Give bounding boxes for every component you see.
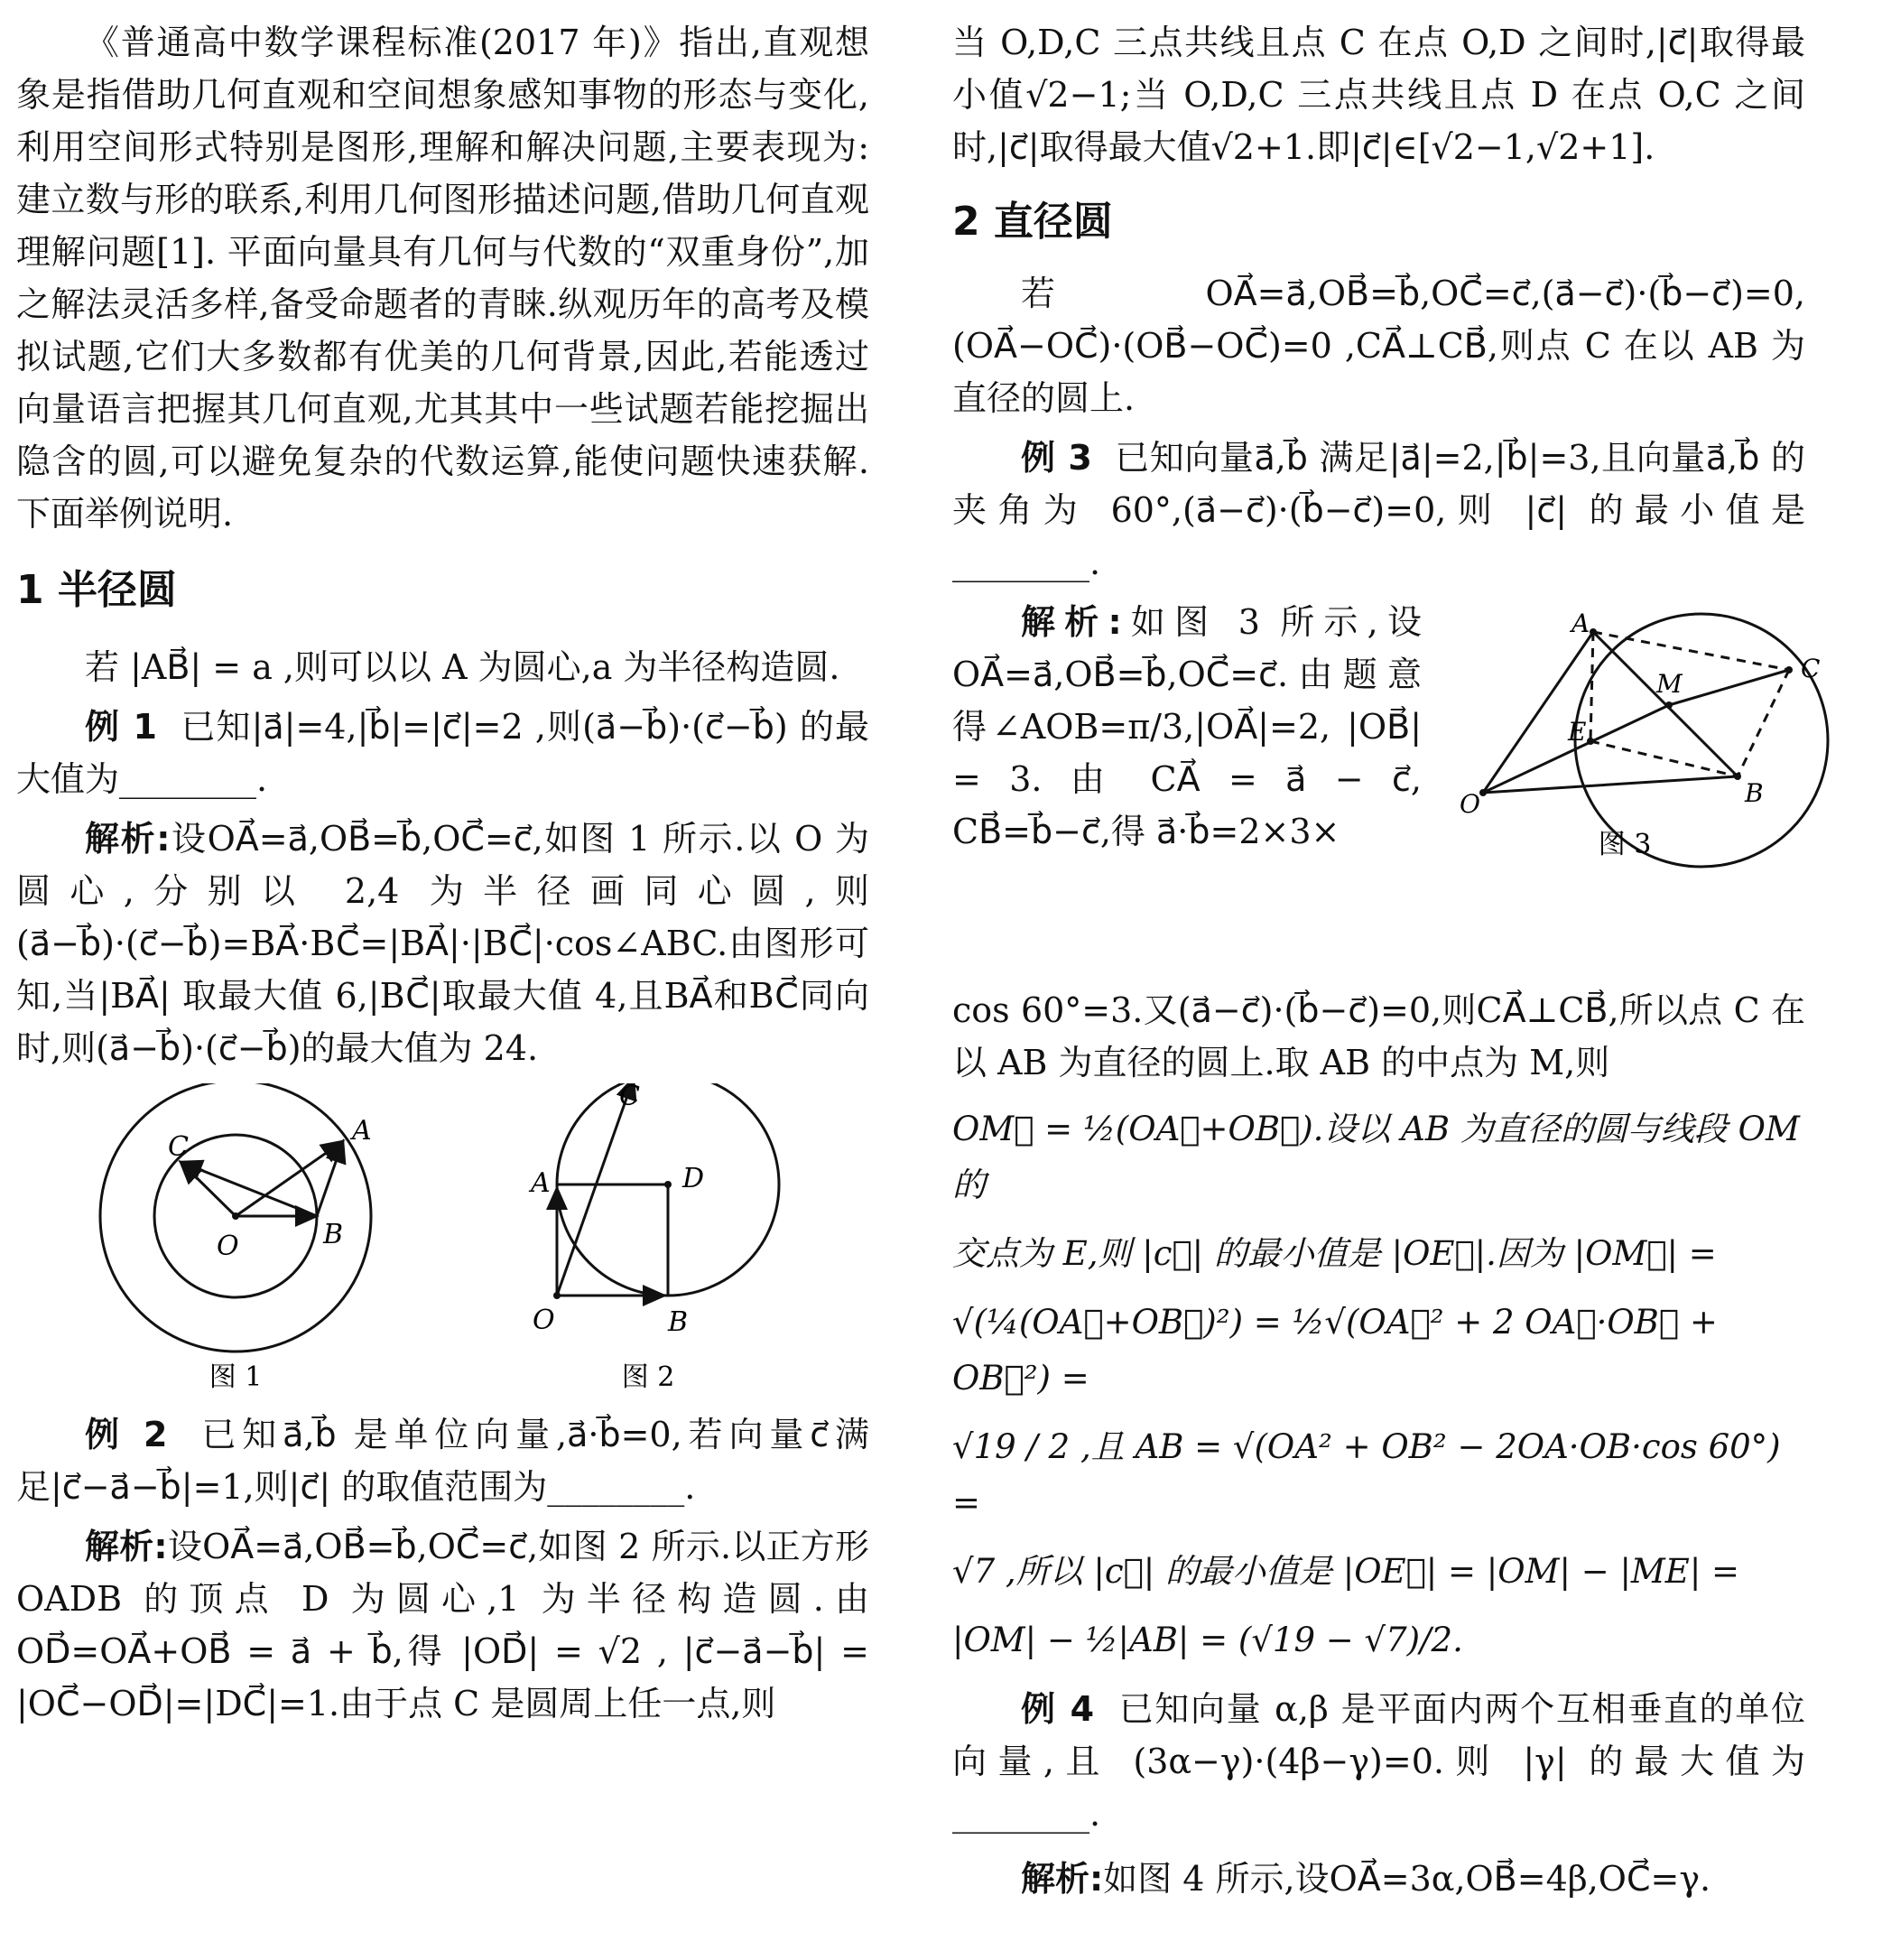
fig3-label-c: C [1801, 654, 1821, 683]
fig2-label-d: D [682, 1163, 705, 1194]
solution-3-side [952, 596, 1422, 858]
figure-1-and-2 [16, 1083, 869, 1399]
solution-3-side-text: 如图 3 所示,设 OA⃗=a⃗,OB⃗=b⃗,OC⃗=c⃗.由题意得∠AOB=π/3,|OA⃗|=2, |OB⃗| = 3. 由 CA⃗ = a⃗ − c⃗, CB⃗=b⃗−c⃗,得 a⃗·b⃗=2×3× [952, 602, 1422, 851]
solution-1-label: 解析: [85, 819, 171, 859]
figures-1-2 [16, 1083, 869, 1399]
fig1-label-c: C [168, 1131, 189, 1163]
figure-3 [1458, 596, 1855, 957]
solution-3-block [952, 596, 1821, 984]
fig2-label-b: B [668, 1306, 689, 1338]
section-2-title: 2 直径圆 [952, 199, 1113, 245]
solution-4-text: 如图 4 所示,设OA⃗=3α,OB⃗=4β,OC⃗=γ. [1103, 1859, 1711, 1899]
fig1-label-b: B [323, 1219, 344, 1250]
section-2-text: 若OA⃗=a⃗,OB⃗=b⃗,OC⃗=c⃗,(a⃗−c⃗)·(b⃗−c⃗)=0,(OA⃗−OC⃗)·(OB⃗−OC⃗)=0 ,CA⃗⊥CB⃗,则点 C 在以 AB 为直径的圆上. [952, 274, 1805, 418]
fig1-label-a: A [352, 1115, 372, 1147]
solution-3-om: OM⃗ = ½(OA⃗+OB⃗).设以 AB 为直径的圆与线段 OM 的 [952, 1110, 1800, 1204]
solution-2-label: 解析: [85, 1527, 168, 1566]
solution-3-sqrt: √(¼(OA⃗+OB⃗)²) = ½√(OA⃗² + 2 OA⃗·OB⃗ + OB⃗²) = [952, 1303, 1718, 1398]
solution-1-text: 设OA⃗=a⃗,OB⃗=b⃗,OC⃗=c⃗,如图 1 所示.以 O 为圆心,分别以 2,4 为半径画同心圆,则(a⃗−b⃗)·(c⃗−b⃗)=BA⃗·BC⃗=|BA⃗|·|BC⃗|·cos∠ABC.由图形可知,当|BA⃗| 取最大值 6,|BC⃗|取最大值 4,且BA⃗和BC⃗同向时,则(a⃗−b⃗)·(c⃗−b⃗)的最大值为 24. [16, 819, 869, 1068]
figure-3-caption: 图 3 [1598, 829, 1652, 860]
fig3-label-m: M [1656, 669, 1683, 699]
fig3-label-o: O [1460, 789, 1480, 819]
example-1-label: 例 1 [85, 707, 157, 747]
fig3-label-b: B [1745, 778, 1764, 808]
intro-paragraph: 《普通高中数学课程标准(2017 年)》指出,直观想象是指借助几何直观和空间想象感知事物的形态与变化,利用空间形式特别是图形,理解和解决问题,主要表现为:建立数与形的联系,利用几何图形描述问题,借助几何直观理解问题[1]. 平面向量具有几何与代数的“双重身份”,加之解法灵活多样,备受命题者的青睐.纵观历年的高考及模拟试题,它们大多数都有优美的几何背景,因此,若能透过向量语言把握其几何直观,尤其其中一些试题若能挖掘出隐含的圆,可以避免复杂的代数运算,能使问题快速获解.下面举例说明. [16, 23, 869, 534]
example-2-text: 已知a⃗,b⃗ 是单位向量,a⃗·b⃗=0,若向量c⃗满足|c⃗−a⃗−b⃗|=1,则|c⃗| 的取值范围为________. [16, 1415, 870, 1507]
right-column [952, 0, 1821, 1905]
example-2 [16, 1408, 869, 1513]
section-1-title: 1 半径圆 [16, 567, 177, 613]
figure-1-caption: 图 1 [209, 1361, 263, 1393]
solution-3-full: cos 60°=3.又(a⃗−c⃗)·(b⃗−c⃗)=0,则CA⃗⊥CB⃗,所以点 C 在以 AB 为直径的圆上.取 AB 的中点为 M,则 [952, 990, 1805, 1082]
figure-1 [100, 1083, 372, 1352]
solution-2-text: 设OA⃗=a⃗,OB⃗=b⃗,OC⃗=c⃗,如图 2 所示.以正方形 OADB 的顶点 D 为圆心,1 为半径构造圆.由OD⃗=OA⃗+OB⃗ = a⃗ + b⃗,得 |OD⃗| = √2 , |c⃗−a⃗−b⃗| = |OC⃗−OD⃗|=|DC⃗|=1.由于点 C 是圆周上任一点,则 [16, 1527, 870, 1723]
example-4-text: 已知向量 α,β 是平面内两个互相垂直的单位向量,且 (3α−γ)·(4β−γ)=0.则 |γ| 的最大值为________. [952, 1689, 1805, 1834]
fig3-label-a: A [1571, 608, 1590, 638]
solution-1 [16, 813, 869, 1074]
example-4-label: 例 4 [1021, 1689, 1095, 1729]
example-4 [952, 1683, 1805, 1840]
figure-2-caption: 图 2 [621, 1361, 675, 1393]
solution-3-ab: √19 / 2 ,且 AB = √(OA² + OB² − 2OA·OB·cos 60°) = [952, 1427, 1781, 1522]
example-1-text: 已知|a⃗|=4,|b⃗|=|c⃗|=2 ,则(a⃗−b⃗)·(c⃗−b⃗) 的最大值为________. [16, 707, 869, 799]
fig2-label-o: O [533, 1305, 555, 1336]
example-3-label: 例 3 [1021, 438, 1092, 478]
example-3 [952, 432, 1805, 589]
figure-2 [528, 1083, 779, 1338]
fig3-label-e: E [1568, 717, 1587, 747]
fig2-label-c: C [619, 1083, 640, 1112]
example-1 [16, 701, 869, 805]
example-3-text: 已知向量a⃗,b⃗ 满足|a⃗|=2,|b⃗|=3,且向量a⃗,b⃗ 的夹角为 60°,(a⃗−c⃗)·(b⃗−c⃗)=0,则 |c⃗| 的最小值是________. [952, 438, 1805, 582]
solution-3-final: |OM| − ½|AB| = (√19 − √7)/2. [952, 1621, 1463, 1659]
fig1-label-o: O [217, 1231, 239, 1262]
solution-2 [16, 1520, 869, 1730]
solution-3-min: √7 ,所以 |c⃗| 的最小值是 |OE⃗| = |OM| − |ME| = [952, 1552, 1740, 1591]
section-1-text: 若 |AB⃗| = a ,则可以以 A 为圆心,a 为半径构造圆. [85, 647, 840, 687]
solution-4-label: 解析: [1021, 1859, 1104, 1899]
solution-3-e: 交点为 E,则 |c⃗| 的最小值是 |OE⃗|.因为 |OM⃗| = [952, 1234, 1717, 1273]
solution-4 [952, 1853, 1805, 1905]
example-2-continued: 当 O,D,C 三点共线且点 C 在点 O,D 之间时,|c⃗|取得最小值√2−1;当 O,D,C 三点共线且点 D 在点 O,C 之间时,|c⃗|取得最大值√2+1.即|c⃗|∈[√2−1,√2+1]. [952, 23, 1805, 167]
fig2-label-a: A [531, 1167, 551, 1199]
left-column [16, 0, 869, 1730]
example-2-label: 例 2 [85, 1415, 168, 1454]
solution-3-label: 解析: [1021, 602, 1122, 642]
